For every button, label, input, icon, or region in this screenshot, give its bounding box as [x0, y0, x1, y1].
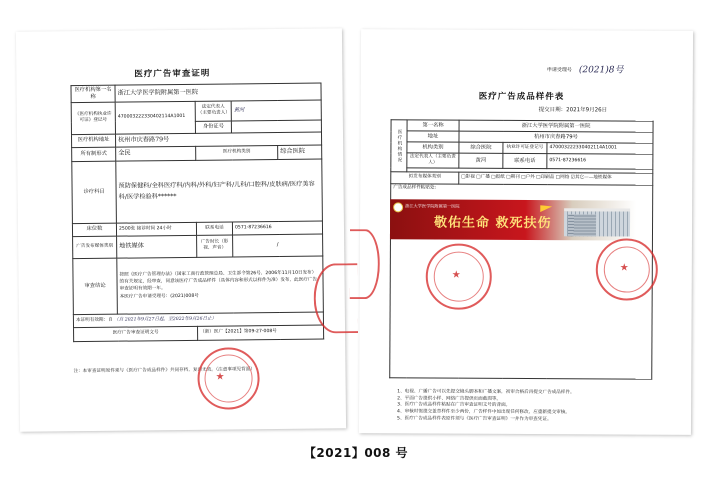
sample-phone-value: 0571-87236616	[547, 154, 653, 169]
cert-ownership-label: 所有制形式	[72, 147, 116, 161]
sample-license-value: 470003222330402114A1001	[547, 143, 653, 155]
cert-subjects-value: 预防保健科/全科医疗科/内科/外科/妇产科/儿科/口腔科/皮肤病/医疗美容科/医学检验科******	[116, 159, 323, 223]
submit-date: 提交日期：2021年9月26日	[538, 107, 608, 114]
sample-media-value: □影视 □广播 □报纸 □期刊 □户外 □印刷品 □网络 ☑其它——地铁媒体	[459, 172, 653, 185]
cert-license-value: 470003222330402114A1001	[115, 101, 195, 134]
cert-duration-label: 广告时长（影视、声音）	[197, 235, 233, 257]
receipt-no-value: (2021)8号	[578, 65, 624, 76]
review-certificate-document	[16, 28, 346, 431]
sample-note-1: 1、电视、广播广告可以先提交镜头脚本和广播文案，初审合格后再提交广告成品样件。	[397, 389, 575, 396]
sample-name-label: 第一名称	[407, 120, 459, 131]
ad-sample-form-document	[359, 29, 693, 435]
cert-opinion-cell	[117, 256, 324, 314]
sample-address-value: 杭州市庆春路79号	[459, 131, 653, 143]
hospital-special-stamp-2	[596, 238, 658, 300]
sample-license-label: 执业许可证登记号	[503, 142, 547, 153]
cert-media-label: 广告发布媒体类别	[73, 236, 117, 258]
sample-address-label: 地址	[407, 131, 459, 142]
cert-category-label: 医疗机构类别	[196, 145, 278, 160]
ad-sample-banner	[390, 199, 636, 240]
sample-legal-value: 黄河	[459, 153, 503, 168]
sample-media-label: 拟发布媒体类别	[391, 172, 459, 184]
sample-note-4: 4、审核时需提交盖章样件至少两份，广告样件中如出现任何修改，应重新提交审核。	[397, 409, 570, 416]
sample-notes	[397, 389, 657, 424]
cert-legal-label: 法定代表人（主要负责人）	[195, 101, 231, 121]
cert-hours-label: 接诊时间	[136, 226, 156, 232]
banner-hospital-name: 浙江大学医学院附属第一医院	[405, 203, 460, 209]
sample-legal-label: 法定代表人（主要负责人）	[407, 153, 459, 168]
certificate-title: 医疗广告审查证明	[134, 68, 211, 80]
cert-legal-value: 黄河	[231, 100, 321, 121]
cert-beds-value	[116, 222, 196, 236]
sample-category-value: 综合医院	[459, 142, 503, 153]
cert-name-label: 医疗机构第一名称	[71, 85, 115, 102]
cert-id-label: 身份证号	[195, 121, 231, 133]
sample-note-2: 2、平面广告提供小样、网络广告提供页面截图等。	[397, 395, 502, 402]
receipt-no-label: 申请受理号	[546, 67, 572, 74]
cert-stamp-star: ★	[215, 371, 225, 383]
cert-row-subjects	[72, 159, 323, 224]
cert-number-value: （浙）医广【2021】第09-27-008号	[198, 325, 324, 340]
cert-media-value: 地铁媒体	[117, 235, 197, 258]
cert-number-label: 医疗广告审查证明文号	[74, 326, 198, 341]
sample-name-value: 浙江大学医学院附属第一医院	[459, 120, 653, 132]
cert-phone-label: 联系电话	[196, 222, 232, 235]
banner-slogan: 敬佑生命 救死扶伤	[434, 215, 552, 232]
sample-note-5: 5、医疗广告成品样件表原件须与《医疗广告审查证明》一并作为审查凭证。	[397, 415, 552, 422]
cert-hours-value: 24小时	[156, 225, 172, 232]
cert-duration-value: /	[233, 234, 323, 257]
hospital-stamp-star-2: ★	[619, 262, 629, 274]
sample-form-title: 医疗广告成品样件表	[478, 91, 565, 103]
cert-official-stamp	[197, 347, 260, 410]
cert-row-license	[71, 100, 321, 123]
banner-building-image-2	[568, 214, 596, 236]
sample-phone-label: 联系电话	[503, 153, 547, 168]
sample-note-3: 3、医疗广告成品样件粘贴在广告审查证明文号的背面。	[397, 402, 511, 409]
cert-beds-label: 床位数	[72, 223, 116, 236]
hospital-logo-icon	[393, 202, 403, 212]
sample-section-label: 医疗机构情况	[391, 120, 407, 172]
sample-category-label: 机构类别	[407, 142, 459, 153]
cert-receipt-text: 本医疗广告申请受理号：(2021)008号	[119, 293, 199, 300]
cert-category-value: 综合医院	[278, 145, 322, 159]
hospital-stamp-star: ★	[451, 269, 461, 281]
cert-id-value	[231, 120, 321, 133]
cert-validity-value: （自 2021年9月27日起，至2022年9月26日止）	[114, 316, 217, 323]
cert-opinion-label: 审查结论	[73, 258, 118, 314]
cert-license-label: 《医疗机构执业许可证》登记号	[71, 102, 115, 134]
cert-name-value: 浙江大学医学院附属第一医院	[115, 83, 321, 102]
banner-flag-icon	[540, 205, 552, 212]
cert-row-media	[73, 234, 323, 259]
cert-opinion-text: 按照《医疗广告管理办法》（国家工商行政管理总局、卫生部令第26号，2006年11月10日发布）的有关规定，经审查，同意该医疗广告成品样件（具体内容和形式以样件为准）发布，此医疗广告审查证明有效期一年。	[119, 270, 318, 292]
cert-subjects-label: 诊疗科目	[72, 161, 117, 223]
cert-row-number	[74, 325, 324, 342]
certificate-table	[70, 83, 324, 342]
seam-stamp-half	[350, 229, 380, 299]
cert-ownership-value: 全民	[116, 146, 196, 161]
sample-paste-label: 广告成品样件粘贴处：	[393, 185, 440, 191]
document-number-caption: 【2021】008 号	[303, 446, 409, 460]
hospital-special-stamp	[426, 243, 492, 309]
cert-stamp-ring	[204, 354, 253, 403]
sample-row-legal	[391, 153, 653, 169]
cert-address-value: 杭州市庆春路79号	[115, 132, 321, 147]
cert-validity-label: 本证明有效期：自	[75, 317, 113, 323]
cert-row-opinion	[73, 256, 324, 315]
cert-address-label: 医疗机构地址	[71, 134, 115, 147]
cert-beds-number: 2500张	[118, 226, 136, 232]
cert-phone-value: 0571-87236616	[232, 221, 322, 235]
cert-footnote: 注：本审查证明原件须与《医疗广告成品样件》共同存档，复印无效。（注意事项见背面）	[73, 367, 255, 375]
